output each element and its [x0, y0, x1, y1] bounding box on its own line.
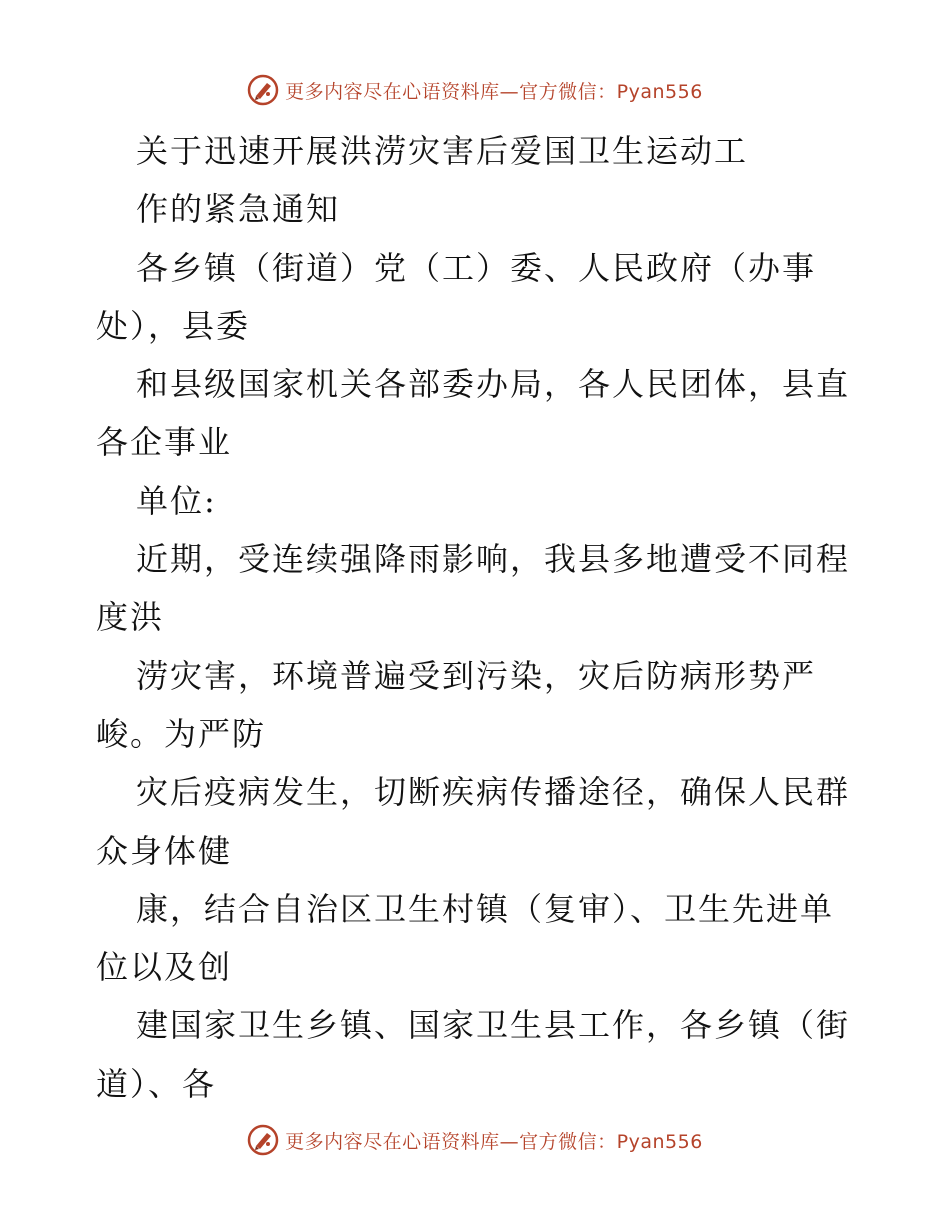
- text-line: 各企事业: [96, 423, 233, 462]
- text-line: 众身体健: [96, 831, 233, 870]
- text-line: 各乡镇（街道）党（工）委、人民政府（办事: [136, 248, 817, 287]
- footer-watermark-text: 更多内容尽在心语资料库—官方微信：Pyan556: [285, 1130, 703, 1153]
- footer-watermark-banner: [0, 1120, 950, 1160]
- text-line: 道）、各: [96, 1064, 217, 1103]
- text-line: 康，结合自治区卫生村镇（复审）、卫生先进单: [136, 889, 835, 928]
- text-line: 关于迅速开展洪涝灾害后爱国卫生运动工: [136, 132, 749, 170]
- text-line: 单位:: [136, 481, 217, 520]
- text-line: 度洪: [96, 598, 165, 637]
- text-line: 位以及创: [96, 948, 233, 987]
- text-line: 和县级国家机关各部委办局，各人民团体，县直: [136, 365, 851, 404]
- pen-logo-icon: [247, 1124, 279, 1156]
- pen-logo-icon: [247, 74, 279, 106]
- header-watermark-text: 更多内容尽在心语资料库—官方微信：Pyan556: [285, 80, 703, 103]
- text-line: 涝灾害，环境普遍受到污染，灾后防病形势严: [136, 656, 817, 695]
- text-line: 峻。为严防: [96, 714, 267, 753]
- text-line: 近期，受连续强降雨影响，我县多地遭受不同程: [136, 540, 851, 579]
- text-line: 处），县委: [96, 306, 251, 345]
- text-line: 作的紧急通知: [136, 190, 341, 229]
- document-body: [96, 122, 856, 1113]
- header-watermark-banner: [0, 70, 950, 110]
- text-line: 建国家卫生乡镇、国家卫生县工作，各乡镇（街: [136, 1006, 851, 1045]
- text-line: 灾后疫病发生，切断疾病传播途径，确保人民群: [136, 773, 851, 812]
